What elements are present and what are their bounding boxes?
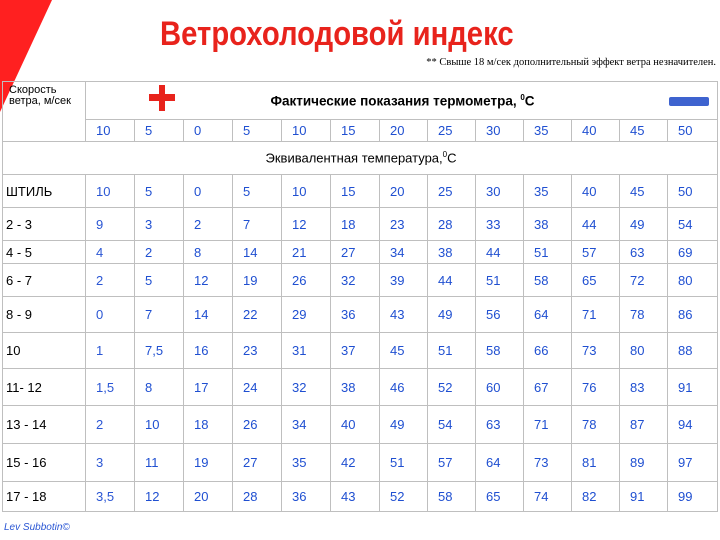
- equivalent-temperature-cell: 4: [86, 241, 135, 264]
- equivalent-temperature-cell: 51: [380, 444, 428, 482]
- wind-speed-cell: 15 - 16: [3, 444, 86, 482]
- temperature-cell: 5: [233, 120, 282, 142]
- equivalent-temperature-cell: 24: [233, 369, 282, 406]
- equivalent-temperature-cell: 71: [572, 297, 620, 333]
- equivalent-temperature-cell: 8: [184, 241, 233, 264]
- equivalent-temperature-cell: 86: [668, 297, 718, 333]
- equivalent-temperature-cell: 91: [620, 482, 668, 512]
- table-row: [3, 369, 718, 406]
- temperature-cell: 25: [428, 120, 476, 142]
- equivalent-temperature-cell: 57: [428, 444, 476, 482]
- equivalent-temperature-cell: 66: [524, 333, 572, 369]
- equivalent-temperature-cell: 0: [86, 297, 135, 333]
- actual-temperature-label: Фактические показания термометра,: [270, 93, 517, 109]
- equivalent-temperature-cell: 10: [135, 406, 184, 444]
- equivalent-temperature-cell: 45: [620, 175, 668, 208]
- equivalent-temperature-cell: 7: [135, 297, 184, 333]
- equivalent-temperature-cell: 82: [572, 482, 620, 512]
- wind-speed-cell: 13 - 14: [3, 406, 86, 444]
- equiv-unit: С: [447, 150, 457, 166]
- equivalent-temperature-cell: 52: [428, 369, 476, 406]
- equivalent-temperature-cell: 97: [668, 444, 718, 482]
- equivalent-temperature-cell: 54: [428, 406, 476, 444]
- equivalent-temperature-cell: 71: [524, 406, 572, 444]
- temperature-cell: 30: [476, 120, 524, 142]
- equivalent-temperature-cell: 36: [331, 297, 380, 333]
- equivalent-temperature-cell: 10: [86, 175, 135, 208]
- equivalent-temperature-cell: 73: [524, 444, 572, 482]
- table-row: [3, 175, 718, 208]
- equivalent-temperature-cell: 32: [282, 369, 331, 406]
- footnote: ** Свыше 18 м/сек дополнительный эффект ветра незначителен.: [426, 57, 716, 68]
- equivalent-temperature-cell: 2: [135, 241, 184, 264]
- equivalent-temperature-cell: 65: [572, 264, 620, 297]
- equivalent-temperature-cell: 2: [184, 208, 233, 241]
- equivalent-temperature-cell: 58: [428, 482, 476, 512]
- equivalent-temperature-cell: 50: [668, 175, 718, 208]
- equivalent-temperature-cell: 34: [380, 241, 428, 264]
- temperature-cell: 10: [282, 120, 331, 142]
- temperature-cell: 5: [135, 120, 184, 142]
- equivalent-temperature-cell: 45: [380, 333, 428, 369]
- equivalent-temperature-cell: 57: [572, 241, 620, 264]
- author-credit: Lev Subbotin©: [4, 522, 70, 533]
- equivalent-temperature-cell: 22: [233, 297, 282, 333]
- equivalent-temperature-header: [3, 142, 718, 175]
- equivalent-temperature-cell: 16: [184, 333, 233, 369]
- equivalent-temperature-cell: 51: [428, 333, 476, 369]
- equivalent-temperature-cell: 99: [668, 482, 718, 512]
- equivalent-temperature-cell: 15: [331, 175, 380, 208]
- equivalent-temperature-cell: 32: [331, 264, 380, 297]
- equivalent-temperature-cell: 78: [572, 406, 620, 444]
- wind-speed-cell: 17 - 18: [3, 482, 86, 512]
- temperature-cell: 45: [620, 120, 668, 142]
- equivalent-temperature-cell: 72: [620, 264, 668, 297]
- table-row: [3, 482, 718, 512]
- equivalent-temperature-cell: 67: [524, 369, 572, 406]
- equivalent-temperature-cell: 11: [135, 444, 184, 482]
- wind-speed-cell: 11- 12: [3, 369, 86, 406]
- equivalent-temperature-cell: 14: [233, 241, 282, 264]
- equivalent-temperature-cell: 26: [282, 264, 331, 297]
- actual-temperature-header: [86, 82, 718, 120]
- equivalent-temperature-cell: 81: [572, 444, 620, 482]
- wind-speed-cell: 2 - 3: [3, 208, 86, 241]
- wind-speed-cell: 6 - 7: [3, 264, 86, 297]
- equivalent-temperature-cell: 28: [233, 482, 282, 512]
- equivalent-temperature-cell: 38: [428, 241, 476, 264]
- equivalent-temperature-cell: 21: [282, 241, 331, 264]
- equivalent-temperature-cell: 35: [282, 444, 331, 482]
- equivalent-temperature-cell: 1: [86, 333, 135, 369]
- equivalent-temperature-cell: 78: [620, 297, 668, 333]
- equivalent-temperature-cell: 60: [476, 369, 524, 406]
- equivalent-temperature-cell: 58: [476, 333, 524, 369]
- equivalent-temperature-cell: 43: [331, 482, 380, 512]
- equivalent-temperature-cell: 26: [233, 406, 282, 444]
- equivalent-temperature-cell: 20: [184, 482, 233, 512]
- equivalent-temperature-cell: 25: [428, 175, 476, 208]
- equivalent-temperature-cell: 34: [282, 406, 331, 444]
- equivalent-temperature-cell: 10: [282, 175, 331, 208]
- equivalent-temperature-cell: 89: [620, 444, 668, 482]
- equivalent-temperature-cell: 19: [233, 264, 282, 297]
- equivalent-temperature-cell: 43: [380, 297, 428, 333]
- equivalent-temperature-cell: 80: [668, 264, 718, 297]
- plus-icon: [149, 85, 175, 111]
- equivalent-temperature-cell: 9: [86, 208, 135, 241]
- equivalent-temperature-cell: 27: [331, 241, 380, 264]
- equivalent-temperature-cell: 49: [380, 406, 428, 444]
- equivalent-temperature-cell: 5: [135, 264, 184, 297]
- equivalent-temperature-cell: 73: [572, 333, 620, 369]
- equivalent-temperature-cell: 64: [524, 297, 572, 333]
- temperature-cell: 50: [668, 120, 718, 142]
- temperature-row: [3, 120, 718, 142]
- equivalent-temperature-cell: 76: [572, 369, 620, 406]
- equivalent-temperature-cell: 3,5: [86, 482, 135, 512]
- equivalent-temperature-label: Эквивалентная температура,: [265, 150, 443, 166]
- equivalent-temperature-cell: 20: [380, 175, 428, 208]
- wind-speed-cell: ШТИЛЬ: [3, 175, 86, 208]
- equivalent-temperature-cell: 27: [233, 444, 282, 482]
- equivalent-temperature-cell: 40: [572, 175, 620, 208]
- equivalent-temperature-cell: 33: [476, 208, 524, 241]
- equivalent-temperature-cell: 3: [86, 444, 135, 482]
- equivalent-temperature-cell: 29: [282, 297, 331, 333]
- equivalent-temperature-cell: 51: [476, 264, 524, 297]
- equivalent-temperature-cell: 19: [184, 444, 233, 482]
- equivalent-temperature-cell: 23: [380, 208, 428, 241]
- equivalent-temperature-cell: 49: [620, 208, 668, 241]
- wind-chill-table: [2, 81, 718, 512]
- wind-speed-header: Скорость ветра, м/сек: [3, 82, 86, 142]
- table-row: [3, 297, 718, 333]
- equivalent-temperature-cell: 88: [668, 333, 718, 369]
- equivalent-temperature-cell: 0: [184, 175, 233, 208]
- temperature-cell: 10: [86, 120, 135, 142]
- equivalent-temperature-cell: 35: [524, 175, 572, 208]
- equiv-degree-sup: 0: [442, 150, 448, 160]
- table-row: [3, 264, 718, 297]
- equivalent-temperature-cell: 37: [331, 333, 380, 369]
- equivalent-temperature-cell: 54: [668, 208, 718, 241]
- table-row: [3, 444, 718, 482]
- table-row: [3, 208, 718, 241]
- equivalent-temperature-cell: 80: [620, 333, 668, 369]
- equivalent-temperature-cell: 1,5: [86, 369, 135, 406]
- equivalent-temperature-cell: 44: [572, 208, 620, 241]
- page-title: Ветрохолодовой индекс: [160, 15, 514, 53]
- equivalent-temperature-cell: 31: [282, 333, 331, 369]
- equivalent-temperature-cell: 51: [524, 241, 572, 264]
- degree-sup: 0: [520, 92, 525, 102]
- equivalent-temperature-cell: 38: [331, 369, 380, 406]
- equivalent-temperature-cell: 44: [476, 241, 524, 264]
- actual-unit: С: [524, 93, 535, 109]
- equivalent-temperature-cell: 2: [86, 406, 135, 444]
- equivalent-temperature-cell: 12: [135, 482, 184, 512]
- equivalent-temperature-cell: 83: [620, 369, 668, 406]
- equivalent-temperature-cell: 18: [331, 208, 380, 241]
- equivalent-temperature-cell: 30: [476, 175, 524, 208]
- temperature-cell: 0: [184, 120, 233, 142]
- temperature-cell: 20: [380, 120, 428, 142]
- equivalent-temperature-cell: 64: [476, 444, 524, 482]
- equivalent-temperature-cell: 3: [135, 208, 184, 241]
- equivalent-temperature-cell: 12: [184, 264, 233, 297]
- wind-speed-cell: 8 - 9: [3, 297, 86, 333]
- equivalent-temperature-cell: 49: [428, 297, 476, 333]
- equivalent-temperature-cell: 65: [476, 482, 524, 512]
- temperature-cell: 35: [524, 120, 572, 142]
- equivalent-temperature-cell: 56: [476, 297, 524, 333]
- equivalent-temperature-cell: 63: [476, 406, 524, 444]
- equivalent-temperature-cell: 12: [282, 208, 331, 241]
- equivalent-temperature-cell: 7,5: [135, 333, 184, 369]
- equivalent-temperature-cell: 69: [668, 241, 718, 264]
- equivalent-temperature-cell: 63: [620, 241, 668, 264]
- equivalent-temperature-cell: 8: [135, 369, 184, 406]
- temperature-cell: 15: [331, 120, 380, 142]
- equivalent-temperature-cell: 94: [668, 406, 718, 444]
- equivalent-temperature-cell: 17: [184, 369, 233, 406]
- equivalent-temperature-cell: 91: [668, 369, 718, 406]
- equivalent-temperature-cell: 28: [428, 208, 476, 241]
- equivalent-temperature-cell: 23: [233, 333, 282, 369]
- equivalent-temperature-cell: 39: [380, 264, 428, 297]
- equivalent-temperature-cell: 7: [233, 208, 282, 241]
- equivalent-temperature-cell: 5: [233, 175, 282, 208]
- equivalent-temperature-cell: 58: [524, 264, 572, 297]
- equivalent-temperature-cell: 36: [282, 482, 331, 512]
- wind-speed-cell: 10: [3, 333, 86, 369]
- equivalent-temperature-cell: 46: [380, 369, 428, 406]
- equivalent-temperature-cell: 74: [524, 482, 572, 512]
- equivalent-temperature-cell: 42: [331, 444, 380, 482]
- equivalent-temperature-cell: 38: [524, 208, 572, 241]
- equivalent-temperature-cell: 40: [331, 406, 380, 444]
- temperature-cell: 40: [572, 120, 620, 142]
- equivalent-temperature-cell: 44: [428, 264, 476, 297]
- table-row: [3, 406, 718, 444]
- minus-icon: [669, 97, 709, 106]
- equivalent-temperature-cell: 18: [184, 406, 233, 444]
- equivalent-temperature-cell: 14: [184, 297, 233, 333]
- equivalent-temperature-cell: 5: [135, 175, 184, 208]
- table-row: [3, 241, 718, 264]
- equivalent-temperature-cell: 2: [86, 264, 135, 297]
- equivalent-temperature-cell: 52: [380, 482, 428, 512]
- table-row: [3, 333, 718, 369]
- wind-speed-cell: 4 - 5: [3, 241, 86, 264]
- equivalent-temperature-cell: 87: [620, 406, 668, 444]
